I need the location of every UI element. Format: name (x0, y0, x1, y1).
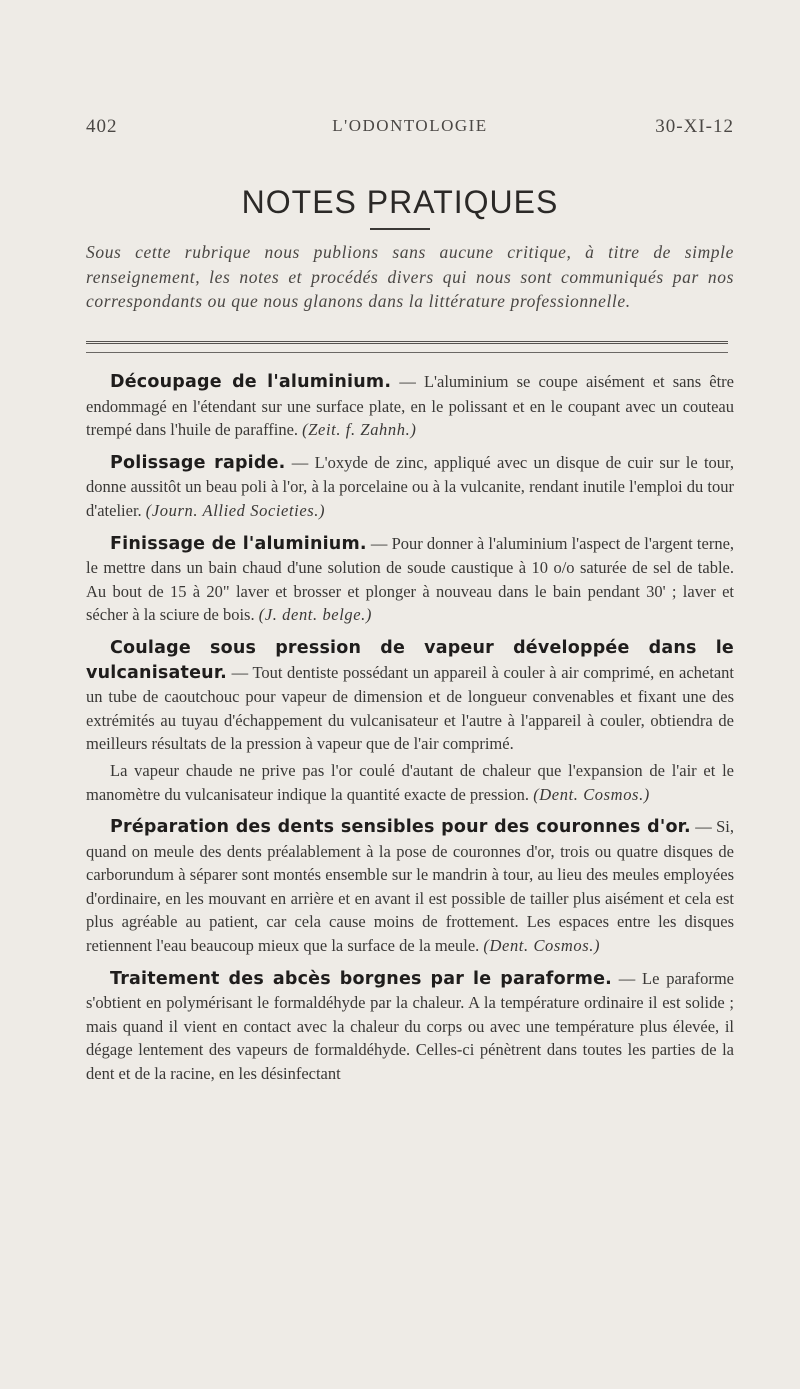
note-paragraph (86, 815, 734, 958)
note-text: Si, quand on meule des dents préalablement à la pose de couronnes d'or, trois ou quatre disques de carborundum à séparer sont montés ensemble sur le mandrin à tour, au lieu des meules employées d'ordinaire, en les mouvant en arrière et en avant il est possible de tailler plus aisément et cela est plus agréable au patient, car cela cause moins de frottement. Les espaces entre les disques retiennent l'eau beaucoup mieux que la surface de la meule. (86, 817, 735, 956)
note-source: (Journ. Allied Societies.) (145, 500, 326, 520)
note-paragraph (86, 370, 734, 442)
note-source: (Dent. Cosmos.) (533, 784, 650, 804)
issue-date: 30-XI-12 (655, 116, 734, 137)
note-heading: Découpage de l'aluminium. (110, 372, 392, 392)
note-dash: — (285, 452, 315, 472)
note-source: (J. dent. belge.) (258, 605, 372, 625)
note-text: Tout dentiste possédant un appareil à couler à air comprimé, en achetant un tube de caoutchouc pour vapeur de dimension et de longueur convenables et fixant une des extrémités au tuyau d'échappement du vulcanisateur et l'autre à l'appareil à couler, obtiendra de meilleurs résultats de la pression à vapeur que de l'air comprimé. (86, 662, 734, 754)
note-paragraph (86, 967, 734, 1086)
note-text: L'oxyde de zinc, appliqué avec un disque de cuir sur le tour, donne aussitôt un beau poli à l'or, à la porcelaine ou à la vulcanite, rendant inutile l'emploi du tour d'atelier. (86, 452, 734, 520)
note-heading: Polissage rapide. (110, 452, 286, 473)
note-heading: Préparation des dents sensibles pour des couronnes d'or. (110, 817, 691, 838)
note-dash: — (612, 968, 643, 988)
note-text: L'aluminium se coupe aisément et sans être endommagé en l'étendant sur une surface plate, en le polissant et en le coupant avec un couteau trempé dans l'huile de paraffine. (86, 372, 735, 440)
note-paragraph (86, 636, 734, 756)
note-paragraph (86, 759, 734, 806)
note-dash: — (366, 533, 392, 553)
note-source: (Dent. Cosmos.) (483, 936, 601, 956)
note-paragraph (86, 451, 734, 523)
note-text: Pour donner à l'aluminium l'aspect de l'argent terne, le mettre dans un bain chaud d'une solution de soude caustique à 10 o/o saturée de sel de table. Au bout de 15 à 20" laver et brosser et plonger à nouveau dans le bain pendant 30' ; laver et sécher à la sciure de bois. (86, 533, 735, 625)
note-text: Le paraforme s'obtient en polymérisant le formaldéhyde par la chaleur. A la température ordinaire il est solide ; mais quand il vient en contact avec la chaleur du corps ou avec une température plus élevée, il dégage lentement des vapeurs de formaldéhyde. Celles-ci pénètrent dans toutes les parties de la dent et de la racine, en les désinfectant (86, 968, 734, 1084)
page-number: 402 (86, 116, 118, 137)
note-paragraph (86, 532, 734, 627)
title-rule (370, 228, 430, 230)
note-text: La vapeur chaude ne prive pas l'or coulé d'autant de chaleur que l'expansion de l'air et le manomètre du vulcanisateur indique la quantité exacte de pression. (86, 760, 734, 804)
section-divider (86, 341, 728, 353)
note-dash: — (391, 372, 424, 391)
page-title: NOTES PRATIQUES (241, 184, 559, 220)
note-dash: — (690, 817, 717, 837)
intro-text: Sous cette rubrique nous publions sans aucune critique, à titre de simple renseignement, les notes et procédés divers qui nous sont communiqués par nos correspondants ou que nous glanons dans la littérature professionnelle. (86, 242, 734, 312)
note-dash: — (227, 662, 253, 682)
note-heading: Traitement des abcès borgnes par le paraforme. (110, 968, 613, 989)
note-heading: Finissage de l'aluminium. (110, 533, 367, 554)
note-source: (Zeit. f. Zahnh.) (302, 420, 417, 440)
running-title: L'ODONTOLOGIE (332, 116, 488, 135)
note-heading: Coulage sous pression de vapeur développée dans le vulcanisateur. (86, 637, 734, 683)
page-header (86, 116, 734, 142)
notes-list (86, 370, 734, 1095)
